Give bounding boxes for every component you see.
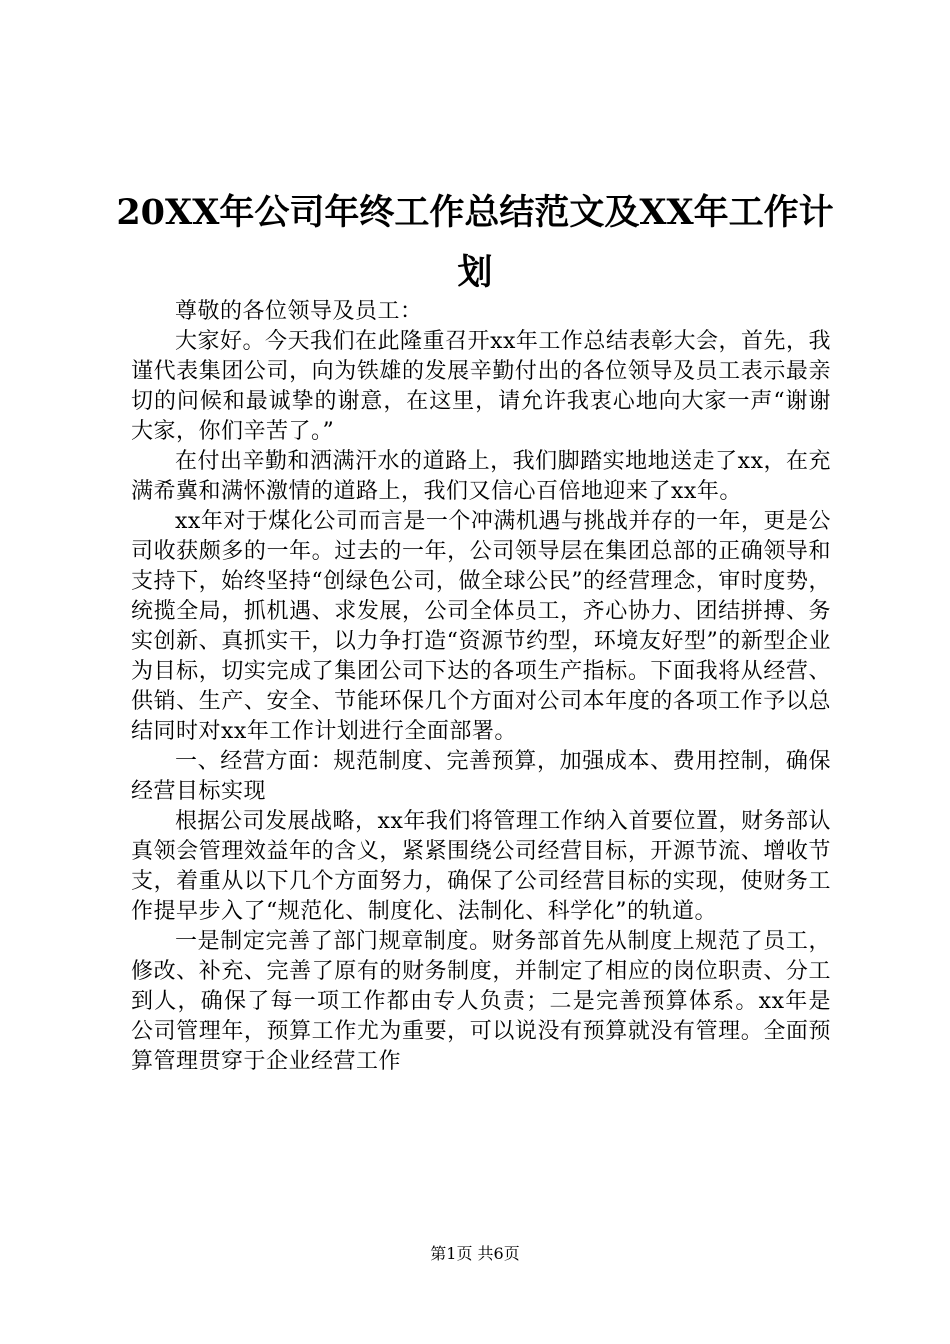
paragraph-strategy: 根据公司发展战略，xx年我们将管理工作纳入首要位置，财务部认真领会管理效益年的含义，紧紧围绕公司经营目标，开源节流、增收节支，着重从以下几个方面努力，确保了公司经营目标的实现，使财务工作提早步入了“规范化、制度化、法制化、科学化”的轨道。 [131, 809, 831, 924]
paragraph-transition: 在付出辛勤和洒满汗水的道路上，我们脚踏实地地送走了xx，在充满希冀和满怀激情的道路上，我们又信心百倍地迎来了xx年。 [131, 449, 831, 504]
paragraph-measures: 一是制定完善了部门规章制度。财务部首先从制度上规范了员工，修改、补充、完善了原有的财务制度，并制定了相应的岗位职责、分工到人，确保了每一项工作都由专人负责；二是完善预算体系。xx年是公司管理年，预算工作尤为重要，可以说没有预算就没有管理。全面预算管理贯穿于企业经营工作 [131, 929, 831, 1074]
page-number-footer: 第1页 共6页 [430, 1244, 520, 1263]
document-title: 20XX年公司年终工作总结范文及XX年工作计划 [116, 192, 834, 293]
paragraph-year-review: xx年对于煤化公司而言是一个冲满机遇与挑战并存的一年，更是公司收获颇多的一年。过去的一年，公司领导层在集团总部的正确领导和支持下，始终坚持“创绿色公司，做全球公民”的经营理念，审时度势，统揽全局，抓机遇、求发展，公司全体员工，齐心协力、团结拼搏、务实创新、真抓实干，以力争打造“资源节约型，环境友好型”的新型企业为目标，切实完成了集团公司下达的各项生产指标。下面我将从经营、供销、生产、安全、节能环保几个方面对公司本年度的各项工作予以总结同时对xx年工作计划进行全面部署。 [131, 509, 831, 744]
section-heading-operations: 一、经营方面：规范制度、完善预算，加强成本、费用控制，确保经营目标实现 [131, 749, 831, 804]
paragraph-greeting: 大家好。今天我们在此隆重召开xx年工作总结表彰大会，首先，我谨代表集团公司，向为铁雄的发展辛勤付出的各位领导及员工表示最亲切的问候和最诚挚的谢意，在这里，请允许我衷心地向大家一声“谢谢大家，你们辛苦了。” [131, 329, 831, 444]
paragraph-salutation: 尊敬的各位领导及员工： [175, 299, 423, 324]
document-body [131, 297, 831, 1077]
